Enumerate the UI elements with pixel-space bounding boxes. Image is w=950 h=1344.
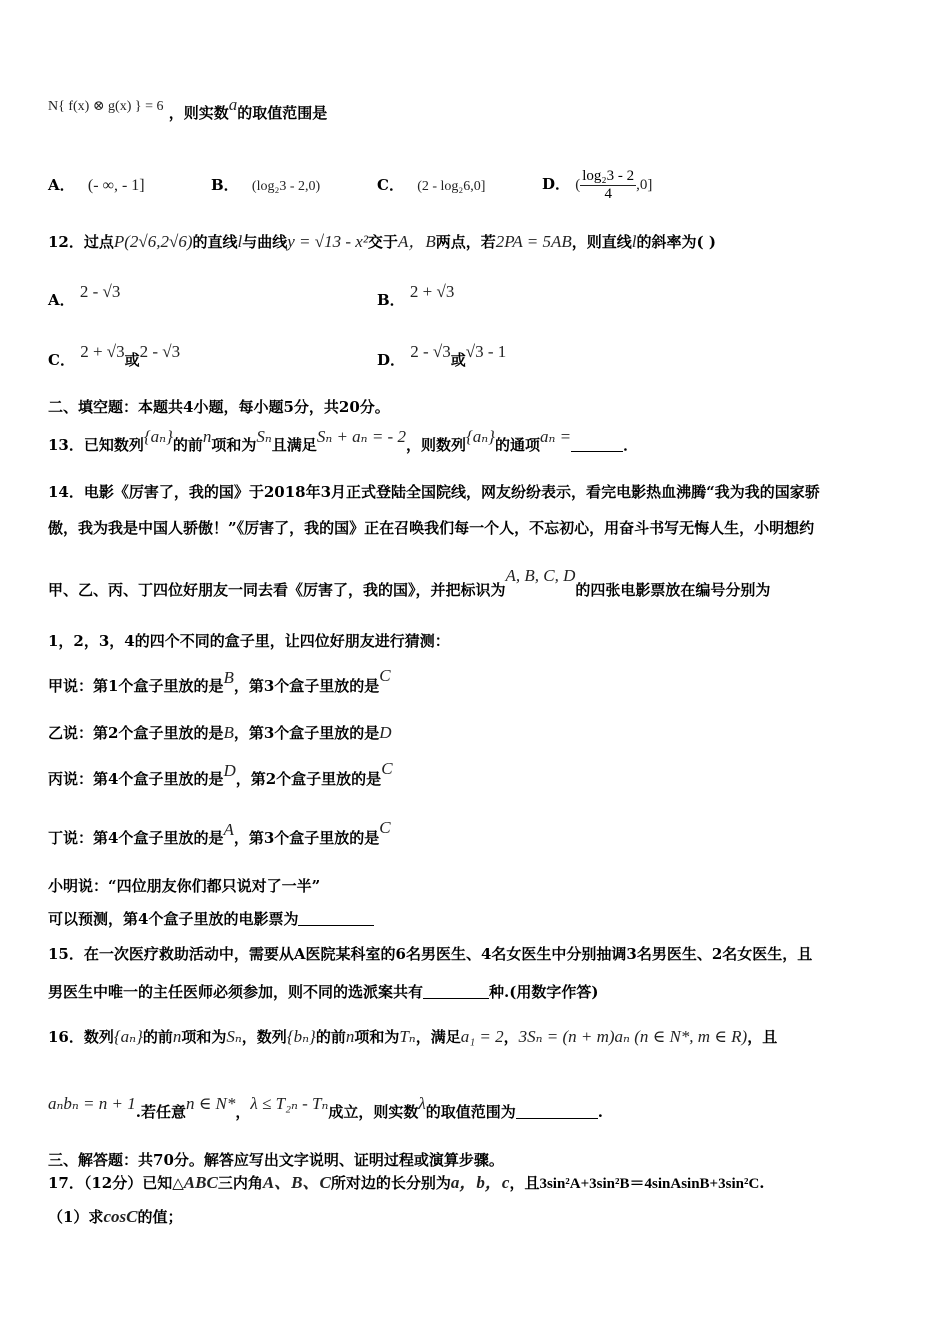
section-heading-fill-in: 二、填空题：本题共4小题，每小题5分，共20分。	[48, 398, 390, 416]
section-heading-solutions: 三、解答题：共70分。解答应写出文字说明、证明过程或演算步骤。	[48, 1151, 504, 1169]
q11-formula: N{ f(x) ⊗ g(x) } = 6	[48, 99, 164, 114]
q12-curve: y = √13 - x²	[287, 232, 368, 251]
option-label: A．	[48, 176, 75, 194]
q14-line-1: 14．电影《厉害了，我的国》于2018年3月正式登陆全国院线，网友纷纷表示，看完电影热血沸腾“我为我的国家骄	[48, 483, 820, 501]
q14-guess-ding: 丁说：第4个盒子里放的是A，第3个盒子里放的是C	[48, 818, 391, 847]
q11-text2: 的取值范围是	[237, 104, 328, 122]
q14-guess-jia: 甲说：第1个盒子里放的是B，第3个盒子里放的是C	[48, 666, 391, 695]
q11-tail-line	[48, 95, 328, 125]
q14-guess-bing: 丙说：第4个盒子里放的是D，第2个盒子里放的是C	[48, 759, 393, 788]
q16-answer-blank	[516, 1104, 598, 1119]
q14-line-4: 1，2，3，4的四个不同的盒子里，让四位好朋友进行猜测：	[48, 632, 450, 650]
q16-relation: 3Sₙ = (n + m)aₙ (n ∈ N*, m ∈ R)	[518, 1027, 748, 1046]
q15-answer-blank	[423, 984, 489, 999]
option-fraction: $\frac{\text{log₂3 - 2}}{4}$	[582, 167, 635, 202]
option-label: B．	[211, 176, 239, 194]
q13-stem: 13．已知数列{aₙ}的前n项和为Sₙ且满足Sₙ + aₙ = - 2，则数列{aₙ}的通项aₙ = ．	[48, 427, 639, 454]
q14-xiaoming: 小明说：“四位朋友你们都只说对了一半”	[48, 877, 321, 895]
q12-option-d: D． 2 - √3或√3 - 1	[377, 342, 507, 369]
q12-option-c: C． 2 + √3或2 - √3	[48, 342, 181, 369]
q16-line-2: aₙbₙ = n + 1.若任意n ∈ N*，λ ≤ T₂ₙ - Tₙ成立，则实数λ的取值范围为 .	[48, 1094, 604, 1121]
q14-answer-blank	[298, 911, 374, 926]
option-value: (log₂3 - 2,0)	[251, 179, 321, 194]
q13-equation: Sₙ + aₙ = - 2	[316, 427, 406, 446]
q13-answer-blank	[571, 437, 623, 452]
q11-text: ，则实数	[168, 104, 229, 122]
q11-option-b	[211, 175, 320, 197]
q11-option-a	[48, 175, 145, 196]
q11-option-d: D． ( $\frac{\text{log₂3 - 2}}{4}$ ,0]	[542, 167, 653, 202]
q12-condition: 2PA = 5AB	[495, 232, 572, 251]
option-value: (- ∞, - 1]	[87, 177, 145, 194]
q15-line-2: 男医生中唯一的主任医师必须参加，则不同的选派案共有 种.(用数字作答)	[48, 983, 599, 1001]
q17-stem: 17．（12分）已知△ABC三内角A、B、C所对边的长分别为a，b，c，且3sin²A+3sin²B＝4sinAsinB+3sin²C.	[48, 1173, 765, 1192]
option-value: (2 - log₂6,0]	[417, 179, 486, 194]
q16-line-1: 16．数列{aₙ}的前n项和为Sₙ，数列{bₙ}的前n项和为Tₙ，满足a₁ = 2，3Sₙ = (n + m)aₙ (n ∈ N*, m ∈ R)，且	[48, 1027, 778, 1046]
q11-var-a: a	[228, 95, 238, 114]
q14-predict: 可以预测，第4个盒子里放的电影票为	[48, 909, 374, 929]
q14-line-2: 傲，我为我是中国人骄傲！”《厉害了，我的国》正在召唤我们每一个人，不忘初心，用奋斗书写无悔人生，小明想约	[48, 519, 815, 537]
q17-equation: 3sin²A+3sin²B＝4sinAsinB+3sin²C	[539, 1176, 760, 1192]
q12-point: P(2√6,2√6)	[113, 232, 193, 251]
q15-line-1: 15．在一次医疗救助活动中，需要从A医院某科室的6名男医生、4名女医生中分别抽调3名男医生、2名女医生，且	[48, 945, 813, 963]
option-label: C．	[377, 176, 404, 194]
q11-option-c	[377, 175, 485, 197]
q12-option-a: A． 2 - √3	[48, 282, 121, 309]
q17-part-1: （1）求cosC的值；	[48, 1207, 183, 1226]
q12-stem: 12．过点P(2√6,2√6)的直线l与曲线y = √13 - x²交于A，B两点，若2PA = 5AB，则直线l的斜率为( )	[48, 232, 716, 251]
q12-option-b: B． 2 + √3	[377, 282, 455, 309]
option-label: D．	[542, 175, 571, 193]
q14-line-3: 甲、乙、丙、丁四位好朋友一同去看《厉害了，我的国》，并把标识为A, B, C, D的四张电影票放在编号分别为	[48, 566, 771, 599]
q14-guess-yi: 乙说：第2个盒子里放的是B，第3个盒子里放的是D	[48, 723, 392, 742]
